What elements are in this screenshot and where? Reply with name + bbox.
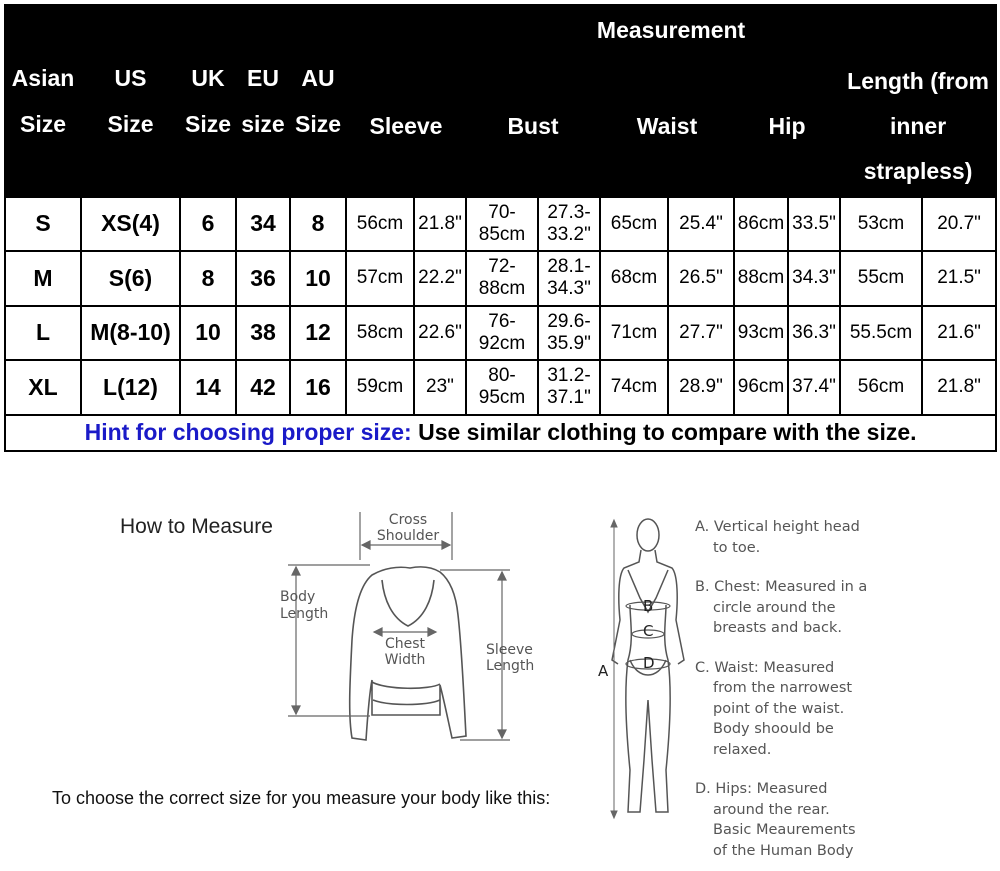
sleeve-cm-cell: 59cm bbox=[346, 360, 414, 414]
us-size-cell: M(8-10) bbox=[81, 306, 180, 360]
asian-size-cell: XL bbox=[5, 360, 81, 414]
length-cm-cell: 53cm bbox=[840, 197, 922, 251]
figure-label-c: C bbox=[643, 622, 654, 640]
cross-shoulder-label-1: Cross bbox=[388, 512, 428, 528]
chest-width-label-2: Width bbox=[384, 652, 426, 668]
au-size-cell: 10 bbox=[290, 251, 346, 305]
header-hip: Hip bbox=[734, 55, 840, 196]
bust-cm-cell: 70- 85cm bbox=[466, 197, 538, 251]
us-size-cell: XS(4) bbox=[81, 197, 180, 251]
uk-size-cell: 14 bbox=[180, 360, 236, 414]
sleeve-cm-cell: 57cm bbox=[346, 251, 414, 305]
length-cm-cell: 55cm bbox=[840, 251, 922, 305]
eu-size-cell: 38 bbox=[236, 306, 290, 360]
how-to-measure-title: How to Measure bbox=[120, 515, 273, 538]
length-in-cell: 21.8" bbox=[922, 360, 996, 414]
uk-size-cell: 6 bbox=[180, 197, 236, 251]
figure-label-a: A bbox=[598, 662, 609, 680]
sleeve-length-label-2: Length bbox=[486, 658, 535, 674]
figure-label-d: D bbox=[643, 654, 655, 672]
hip-in-cell: 34.3" bbox=[788, 251, 840, 305]
bust-cm-cell: 76- 92cm bbox=[466, 306, 538, 360]
eu-size-cell: 34 bbox=[236, 197, 290, 251]
eu-size-cell: 42 bbox=[236, 360, 290, 414]
body-length-label-1: Body bbox=[280, 589, 316, 605]
header-sleeve: Sleeve bbox=[346, 55, 466, 196]
header-au-size: AU Size bbox=[290, 5, 346, 197]
figure-label-b: B bbox=[643, 597, 654, 615]
hip-cm-cell: 93cm bbox=[734, 306, 788, 360]
waist-in-cell: 28.9" bbox=[668, 360, 734, 414]
hint-cell bbox=[5, 415, 996, 451]
us-size-cell: S(6) bbox=[81, 251, 180, 305]
length-in-cell: 20.7" bbox=[922, 197, 996, 251]
length-in-cell: 21.6" bbox=[922, 306, 996, 360]
table-row bbox=[5, 360, 996, 414]
sleeve-in-cell: 21.8" bbox=[414, 197, 466, 251]
asian-size-cell: L bbox=[5, 306, 81, 360]
chest-width-arrow bbox=[374, 628, 436, 636]
legend-item-c: C. Waist: Measured from the narrowest point of the waist. Body shoould be relaxed. bbox=[695, 659, 853, 758]
table-row bbox=[5, 306, 996, 360]
table-row bbox=[5, 197, 996, 251]
eu-size-cell: 36 bbox=[236, 251, 290, 305]
waist-in-cell: 26.5" bbox=[668, 251, 734, 305]
height-arrow bbox=[611, 520, 617, 818]
sleeve-cm-cell: 56cm bbox=[346, 197, 414, 251]
choose-size-instruction: To choose the correct size for you measure your body like this: bbox=[52, 788, 551, 808]
legend-item-d: D. Hips: Measured around the rear. Basic Meaurements of the Human Body bbox=[695, 781, 856, 859]
waist-in-cell: 27.7" bbox=[668, 306, 734, 360]
waist-cm-cell: 68cm bbox=[600, 251, 668, 305]
header-bust: Bust bbox=[466, 55, 600, 196]
measurement-legend bbox=[695, 517, 895, 861]
bust-in-cell: 28.1- 34.3" bbox=[538, 251, 600, 305]
uk-size-cell: 8 bbox=[180, 251, 236, 305]
hip-cm-cell: 88cm bbox=[734, 251, 788, 305]
sleeve-length-label-1: Sleeve bbox=[486, 642, 533, 658]
bust-in-cell: 27.3- 33.2" bbox=[538, 197, 600, 251]
length-cm-cell: 55.5cm bbox=[840, 306, 922, 360]
waist-cm-cell: 71cm bbox=[600, 306, 668, 360]
header-length: Length (from inner strapless) bbox=[840, 55, 996, 196]
header-eu-size: EU size bbox=[236, 5, 290, 197]
length-cm-cell: 56cm bbox=[840, 360, 922, 414]
bust-in-cell: 29.6- 35.9" bbox=[538, 306, 600, 360]
header-asian-size: Asian Size bbox=[5, 5, 81, 197]
waist-cm-cell: 74cm bbox=[600, 360, 668, 414]
header-us-size: US Size bbox=[81, 5, 180, 197]
waist-in-cell: 25.4" bbox=[668, 197, 734, 251]
chest-width-label-1: Chest bbox=[384, 636, 426, 652]
hint-row bbox=[5, 415, 996, 451]
sleeve-in-cell: 23" bbox=[414, 360, 466, 414]
au-size-cell: 12 bbox=[290, 306, 346, 360]
hip-in-cell: 36.3" bbox=[788, 306, 840, 360]
bust-in-cell: 31.2- 37.1" bbox=[538, 360, 600, 414]
sleeve-cm-cell: 58cm bbox=[346, 306, 414, 360]
table-row bbox=[5, 251, 996, 305]
body-length-label-2: Length bbox=[280, 606, 329, 622]
bust-cm-cell: 72- 88cm bbox=[466, 251, 538, 305]
length-in-cell: 21.5" bbox=[922, 251, 996, 305]
hint-text: Use similar clothing to compare with the size. bbox=[411, 419, 917, 446]
sleeve-in-cell: 22.2" bbox=[414, 251, 466, 305]
sleeve-in-cell: 22.6" bbox=[414, 306, 466, 360]
us-size-cell: L(12) bbox=[81, 360, 180, 414]
asian-size-cell: S bbox=[5, 197, 81, 251]
waist-cm-cell: 65cm bbox=[600, 197, 668, 251]
cross-shoulder-label-2: Shoulder bbox=[376, 528, 440, 544]
hint-label: Hint for choosing proper size: bbox=[84, 419, 412, 446]
uk-size-cell: 10 bbox=[180, 306, 236, 360]
hip-cm-cell: 96cm bbox=[734, 360, 788, 414]
body-length-arrow bbox=[288, 565, 370, 716]
hip-cm-cell: 86cm bbox=[734, 197, 788, 251]
au-size-cell: 16 bbox=[290, 360, 346, 414]
header-measurement: Measurement bbox=[346, 5, 996, 55]
header-uk-size: UK Size bbox=[180, 5, 236, 197]
header-waist: Waist bbox=[600, 55, 734, 196]
hip-in-cell: 33.5" bbox=[788, 197, 840, 251]
bust-cm-cell: 80- 95cm bbox=[466, 360, 538, 414]
au-size-cell: 8 bbox=[290, 197, 346, 251]
legend-item-b: B. Chest: Measured in a circle around the breasts and back. bbox=[695, 579, 868, 636]
hip-in-cell: 37.4" bbox=[788, 360, 840, 414]
size-chart-table bbox=[4, 4, 997, 452]
legend-item-a: A. Vertical height head to toe. bbox=[695, 519, 860, 556]
asian-size-cell: M bbox=[5, 251, 81, 305]
